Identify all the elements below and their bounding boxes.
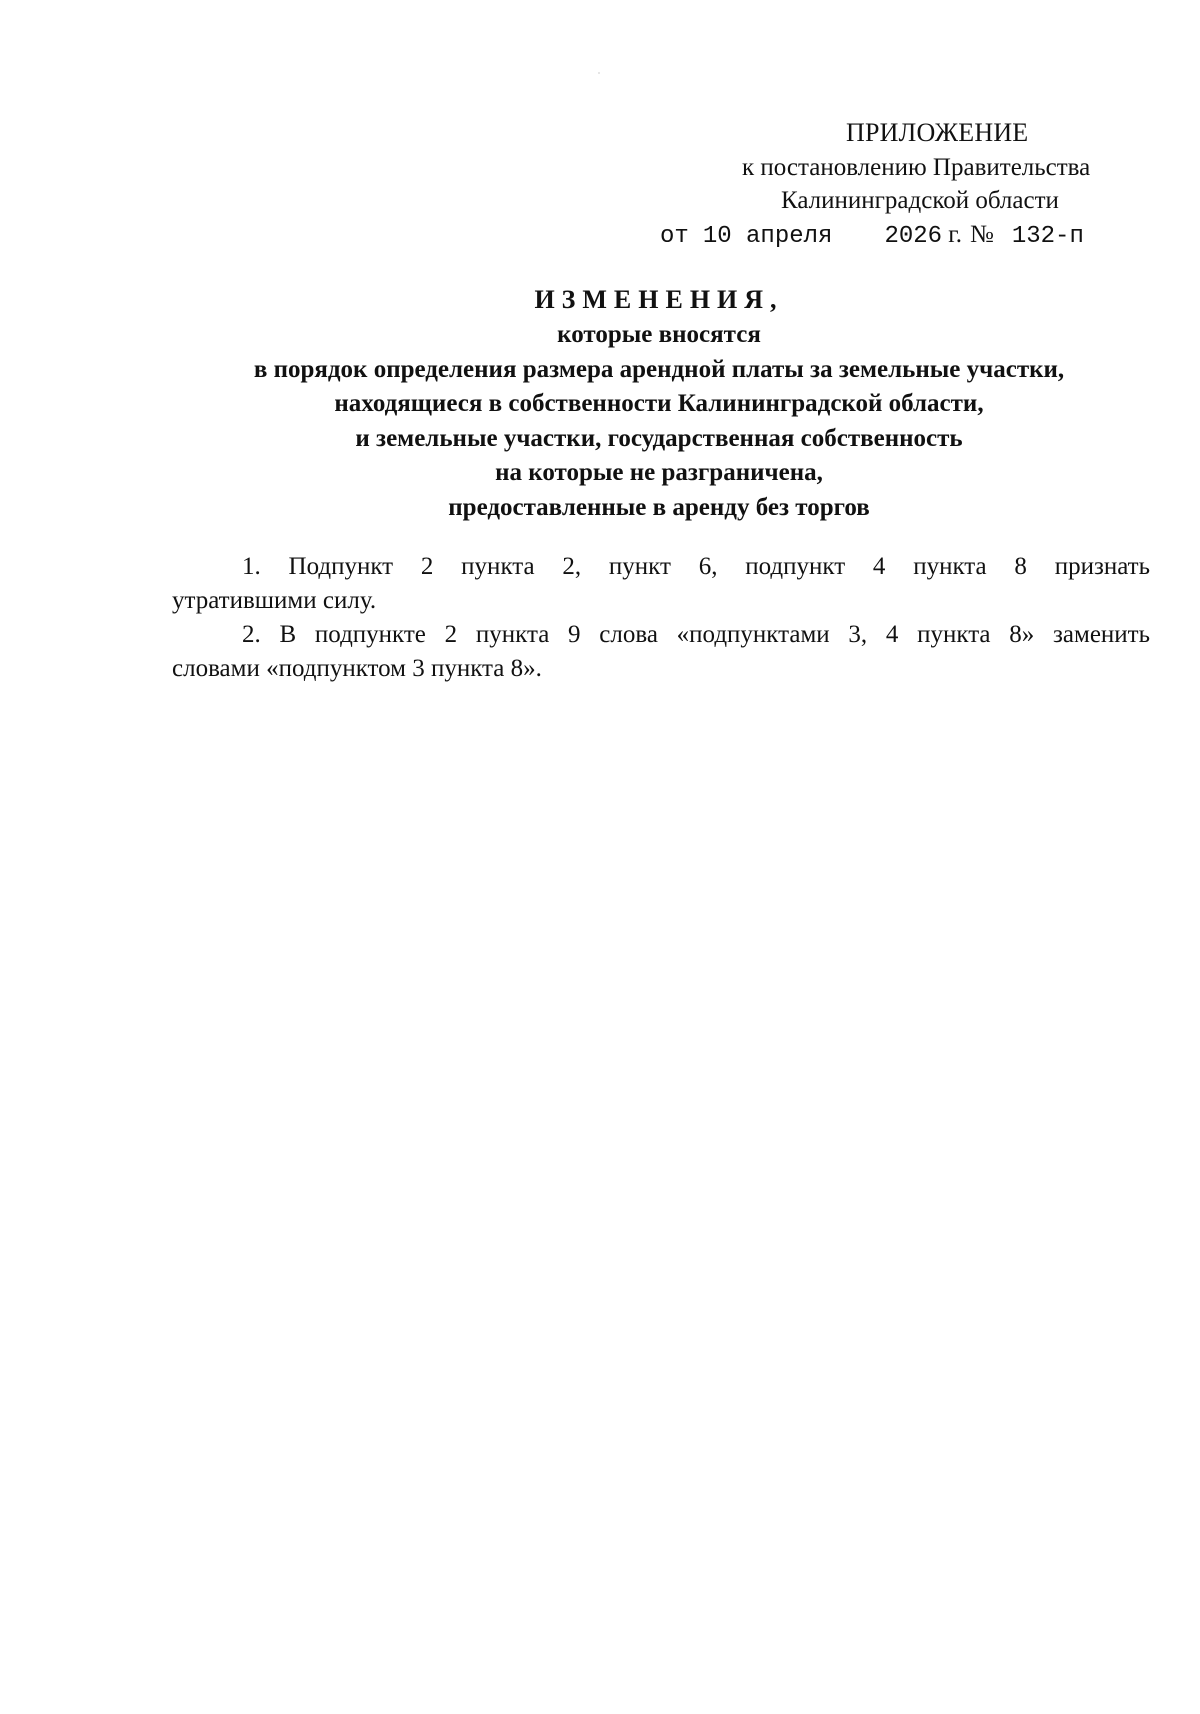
appendix-title: ПРИЛОЖЕНИЕ bbox=[846, 118, 1029, 147]
date-year-suffix: г. bbox=[948, 221, 962, 248]
date-day-month: 10 апреля bbox=[702, 223, 833, 250]
item-first-line: 1. Подпункт 2 пункта 2, пункт 6, подпункт 4 пункта 8 признать bbox=[242, 553, 1150, 580]
document-body bbox=[172, 550, 1150, 686]
document-title: ИЗМЕНЕНИЯ, bbox=[534, 285, 784, 314]
appendix-region-line: Калининградской области bbox=[781, 187, 1059, 214]
scan-speck bbox=[598, 72, 600, 74]
number-sign: № bbox=[969, 221, 994, 248]
date-prefix: от bbox=[660, 223, 689, 250]
subtitle-line: на которые не разграничена, bbox=[495, 459, 823, 486]
date-year-digits: 2026 bbox=[884, 223, 943, 250]
item-paragraph bbox=[172, 550, 1150, 618]
item-paragraph bbox=[172, 618, 1150, 686]
item-continuation: словами «подпунктом 3 пункта 8». bbox=[172, 655, 542, 682]
subtitle-line: и земельные участки, государственная собственность bbox=[355, 424, 963, 452]
subtitle-line: в порядок определения размера арендной платы за земельные участки, bbox=[253, 355, 1065, 383]
item-continuation: утратившими силу. bbox=[172, 587, 377, 614]
subtitle-line: предоставленные в аренду без торгов bbox=[448, 493, 870, 521]
document-number: 132-п bbox=[1011, 223, 1084, 250]
appendix-resolution-line: к постановлению Правительства bbox=[742, 154, 1091, 181]
item-first-line: 2. В подпункте 2 пункта 9 слова «подпунктами 3, 4 пункта 8» заменить bbox=[242, 621, 1150, 648]
subtitle-line: находящиеся в собственности Калининградской области, bbox=[334, 390, 984, 417]
subtitle-line: которые вносятся bbox=[557, 321, 761, 348]
appendix-date-line bbox=[660, 221, 1084, 250]
document-subtitle bbox=[150, 318, 1168, 525]
